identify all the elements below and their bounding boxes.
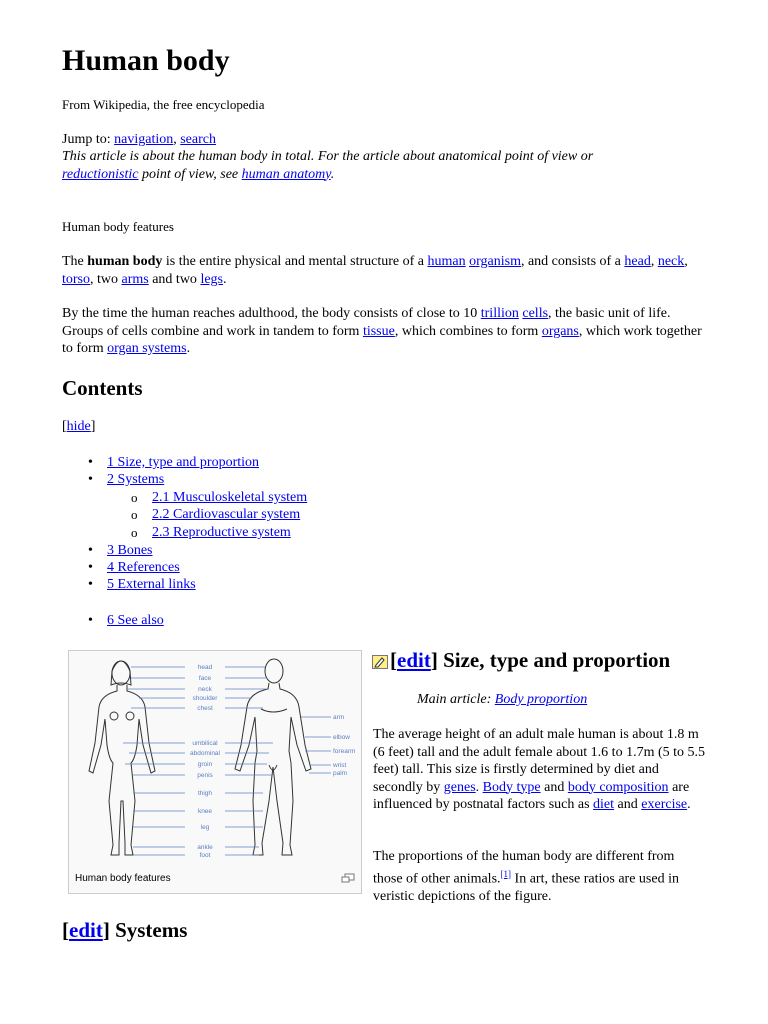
navigation-link[interactable]: navigation (114, 132, 174, 147)
tissue-link[interactable]: tissue (362, 323, 395, 339)
edit-icon[interactable] (372, 650, 388, 675)
exercise-link[interactable]: exercise (641, 797, 688, 812)
label-neck: neck (198, 686, 212, 693)
torso-link[interactable]: torso (62, 271, 90, 287)
label-elbow: elbow (333, 734, 350, 741)
arms-link[interactable]: arms (121, 271, 149, 287)
label-thigh: thigh (197, 790, 213, 797)
human-link[interactable]: human (427, 254, 466, 269)
hatnote: This article is about the human body in total. For the article about anatomical point of view or reductionistic point of view, see human anatomy. (62, 149, 594, 182)
toc-subitem[interactable]: o 2.2 Cardiovascular system (152, 506, 300, 523)
label-abdominal: abdominal (190, 750, 220, 757)
neck-link[interactable]: neck (657, 254, 685, 269)
label-face: face (198, 675, 212, 682)
toc-item[interactable]: • 4 References (107, 559, 180, 576)
size-paragraph-1: The average height of an adult male human is about 1.8 m (6 feet) tall and the adult female about 1.6 to 1.7m (5 to 5.5 feet) tall. This size is firstly determined by diet and secondly by genes. Body type and body composition are influenced by postnatal factors such as diet and exercise. (373, 727, 706, 812)
toc-subitem[interactable]: o 2.3 Reproductive system (152, 524, 291, 541)
label-penis: penis (197, 772, 213, 779)
label-head: head (197, 664, 213, 671)
label-foot: foot (199, 852, 211, 859)
label-umbilical: umbilical (192, 740, 218, 747)
organ-systems-link[interactable]: organ systems (107, 341, 187, 356)
label-chest: chest (197, 705, 213, 712)
trillion-link[interactable]: trillion (480, 306, 519, 321)
label-leg: leg (200, 824, 210, 831)
main-article: Main article: Body proportion (417, 692, 588, 707)
organism-link[interactable]: organism (469, 254, 521, 269)
section-systems-heading: [edit] Systems (62, 918, 188, 942)
toc-item[interactable]: • 3 Bones (107, 542, 153, 559)
legs-link[interactable]: legs (200, 271, 223, 287)
body-type-link[interactable]: Body type (482, 779, 541, 795)
edit-section-systems-link[interactable]: edit (69, 918, 103, 942)
figure-caption: Human body features (75, 873, 171, 884)
hide-toc-link[interactable]: hide (66, 419, 91, 434)
label-knee: knee (197, 808, 213, 815)
toc-item[interactable]: • 6 See also (107, 612, 164, 629)
label-ankle: ankle (197, 844, 213, 851)
toc-item[interactable]: • 5 External links (107, 576, 196, 593)
jump-to: Jump to: navigation, search (62, 132, 216, 147)
label-groin: groin (197, 761, 213, 768)
toc-hide: [hide] (62, 419, 96, 434)
section-size-heading: [edit] Size, type and proportion (372, 648, 670, 675)
head-link[interactable]: head (624, 254, 651, 269)
image-caption-top: Human body features (62, 219, 174, 234)
label-shoulder: shoulder (192, 695, 218, 702)
page-title: Human body (62, 44, 230, 77)
body-diagram (69, 651, 361, 871)
cells-link[interactable]: cells (522, 306, 549, 321)
label-forearm: forearm (333, 748, 356, 755)
toc-subitem[interactable]: o 2.1 Musculoskeletal system (152, 489, 307, 506)
organs-link[interactable]: organs (541, 323, 579, 339)
size-paragraph-2: The proportions of the human body are different from those of other animals.[1] In art, these ratios are used in veristic depictions of the figure. (373, 849, 679, 904)
reference-link[interactable]: [1] (500, 868, 512, 879)
label-palm: palm (333, 770, 348, 777)
toc-item[interactable]: • 1 Size, type and proportion (107, 454, 259, 471)
toc-item[interactable]: • 2 Systems (107, 471, 164, 488)
search-link[interactable]: search (180, 132, 216, 147)
body-features-figure[interactable] (68, 650, 362, 894)
label-wrist: wrist (333, 762, 347, 769)
intro-paragraph-1: The human body is the entire physical and mental structure of a human organism, and consists of a head, neck, torso, two arms and two legs. (62, 254, 688, 287)
subtitle: From Wikipedia, the free encyclopedia (62, 97, 265, 112)
edit-section-size-link[interactable]: edit (397, 648, 431, 672)
human-anatomy-link[interactable]: human anatomy (241, 166, 331, 182)
label-arm: arm (333, 714, 345, 721)
diet-link[interactable]: diet (593, 797, 615, 812)
body-proportion-link[interactable]: Body proportion (494, 692, 588, 707)
intro-paragraph-2: By the time the human reaches adulthood, the body consists of close to 10 trillion cells, the basic unit of life. Groups of cells combine and work in tandem to form tissue, which combines to form organs, which work together to form organ systems. (62, 306, 702, 356)
genes-link[interactable]: genes (443, 779, 476, 795)
body-composition-link[interactable]: body composition (567, 779, 669, 795)
reductionistic-link[interactable]: reductionistic (62, 166, 139, 182)
contents-heading: Contents (62, 376, 143, 400)
